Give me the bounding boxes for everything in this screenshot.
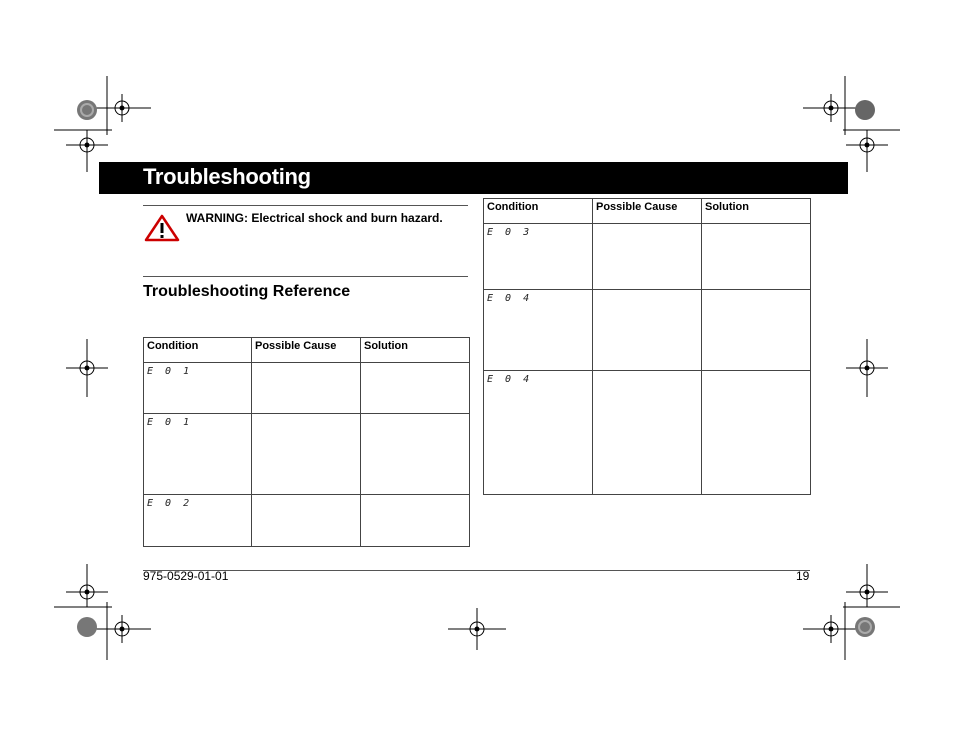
error-code: E 0 3 <box>487 227 533 238</box>
cause-cell <box>252 414 361 495</box>
footer-rule <box>143 570 810 571</box>
cause-cell <box>593 224 702 290</box>
cause-cell <box>593 290 702 371</box>
error-code: E 0 1 <box>147 417 193 428</box>
header-possible-cause: Possible Cause <box>593 199 702 224</box>
condition-cell <box>484 290 593 371</box>
condition-cell <box>144 414 252 495</box>
table-row <box>144 414 470 495</box>
warning-top-rule <box>143 205 468 206</box>
condition-cell <box>484 224 593 290</box>
document-number: 975-0529-01-01 <box>143 569 229 583</box>
condition-cell <box>144 495 252 547</box>
error-code: E 0 2 <box>147 498 193 509</box>
warning-text: WARNING: Electrical shock and burn hazard. <box>186 211 443 225</box>
cause-cell <box>252 495 361 547</box>
solution-cell <box>361 495 470 547</box>
solution-cell <box>702 224 811 290</box>
error-code: E 0 4 <box>487 374 533 385</box>
header-possible-cause: Possible Cause <box>252 338 361 363</box>
table-row <box>484 371 811 495</box>
section-rule <box>143 276 468 277</box>
table-header-row <box>144 338 470 363</box>
table-row <box>484 290 811 371</box>
error-code: E 0 1 <box>147 366 193 377</box>
table-row <box>144 495 470 547</box>
condition-cell <box>144 363 252 414</box>
page-title: Troubleshooting <box>143 164 311 189</box>
left-troubleshooting-table <box>143 337 470 547</box>
page-number: 19 <box>796 569 810 583</box>
cause-cell <box>593 371 702 495</box>
cause-cell <box>252 363 361 414</box>
header-solution: Solution <box>361 338 470 363</box>
condition-cell <box>484 371 593 495</box>
header-solution: Solution <box>702 199 811 224</box>
right-troubleshooting-table <box>483 198 811 495</box>
table-row <box>484 224 811 290</box>
table-row <box>144 363 470 414</box>
header-condition: Condition <box>484 199 593 224</box>
title-bar <box>99 162 848 194</box>
solution-cell <box>361 363 470 414</box>
table-header-row <box>484 199 811 224</box>
warning-triangle-icon <box>144 214 180 242</box>
error-code: E 0 4 <box>487 293 533 304</box>
header-condition: Condition <box>144 338 252 363</box>
solution-cell <box>702 290 811 371</box>
section-title: Troubleshooting Reference <box>143 283 351 300</box>
solution-cell <box>702 371 811 495</box>
solution-cell <box>361 414 470 495</box>
